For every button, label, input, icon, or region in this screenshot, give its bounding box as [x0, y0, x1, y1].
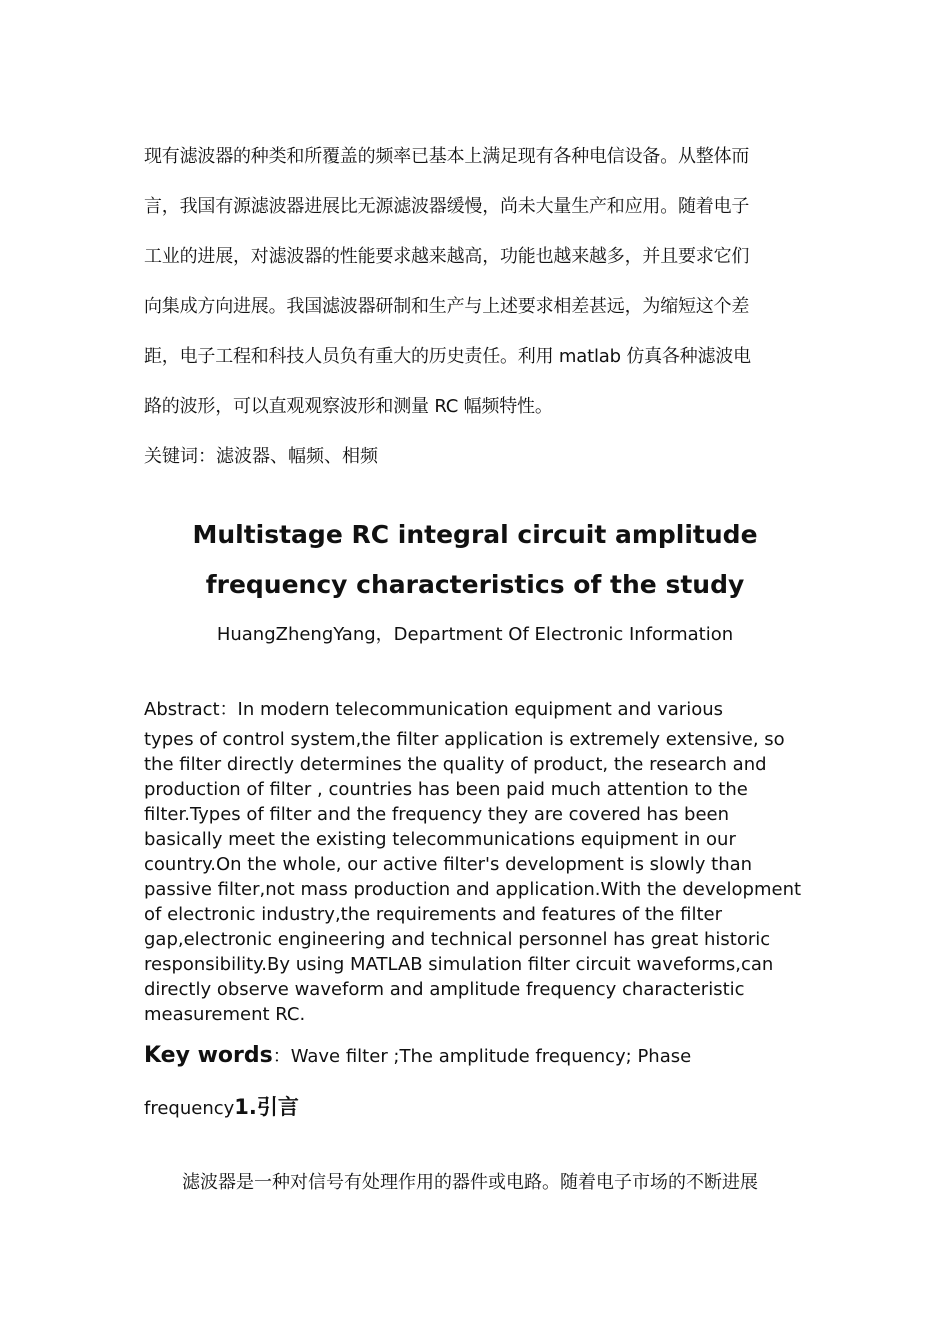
cn-abstract-line: 路的波形，可以直观观察波形和测量 RC 幅频特性。	[144, 396, 553, 417]
intro-paragraph: 滤波器是一种对信号有处理作用的器件或电路。随着电子市场的不断进展	[182, 1172, 758, 1193]
cn-abstract-line: 向集成方向进展。我国滤波器研制和生产与上述要求相差甚远，为缩短这个差	[144, 296, 750, 317]
keywords-separator: ：	[272, 1046, 291, 1067]
english-title-line: frequency characteristics of the study	[205, 570, 745, 599]
cn-abstract-line: 工业的进展，对滤波器的性能要求越来越高，功能也越来越多，并且要求它们	[144, 246, 750, 267]
document-page	[144, 132, 806, 1208]
english-title-line: Multistage RC integral circuit amplitude	[192, 520, 758, 549]
cn-keywords: 关键词：滤波器、幅频、相频	[144, 446, 378, 467]
section-heading: 1.引言	[234, 1095, 299, 1119]
english-keywords	[144, 1031, 806, 1134]
cn-abstract-line: 距，电子工程和科技人员负有重大的历史责任。利用 matlab 仿真各种滤波电	[144, 346, 751, 367]
author-line: HuangZhengYang，Department Of Electronic Information	[216, 624, 734, 645]
cn-abstract-line: 言，我国有源滤波器进展比无源滤波器缓慢，尚未大量生产和应用。随着电子	[144, 196, 750, 217]
abstract-first-line: Abstract：In modern telecommunication equipment and various	[144, 699, 723, 720]
keywords-text-continued: frequency	[144, 1098, 235, 1119]
keywords-label: Key words	[144, 1043, 273, 1068]
english-keywords-line	[144, 1082, 806, 1134]
english-keywords-line	[144, 1031, 806, 1082]
english-title	[144, 510, 806, 610]
abstract-body: types of control system,the filter application is extremely extensive, so the filter directly determines the quality of product, the research and production of filter , countries has been paid much attention to the filter.Types of filter and the frequency they are covered has been basically meet the existing telecommunications equipment in our country.On the whole, our active filter's development is slowly than passive filter,not mass production and application.With the development of electronic industry,the requirements and features of the filter gap,electronic engineering and technical personnel has great historic responsibility.By using MATLAB simulation filter circuit waveforms,can directly observe waveform and amplitude frequency characteristic measurement RC.	[144, 729, 802, 1025]
chinese-abstract	[144, 132, 806, 432]
cn-abstract-line: 现有滤波器的种类和所覆盖的频率已基本上满足现有各种电信设备。从整体而	[144, 146, 750, 167]
keywords-text: Wave filter ;The amplitude frequency; Phase	[290, 1046, 692, 1067]
